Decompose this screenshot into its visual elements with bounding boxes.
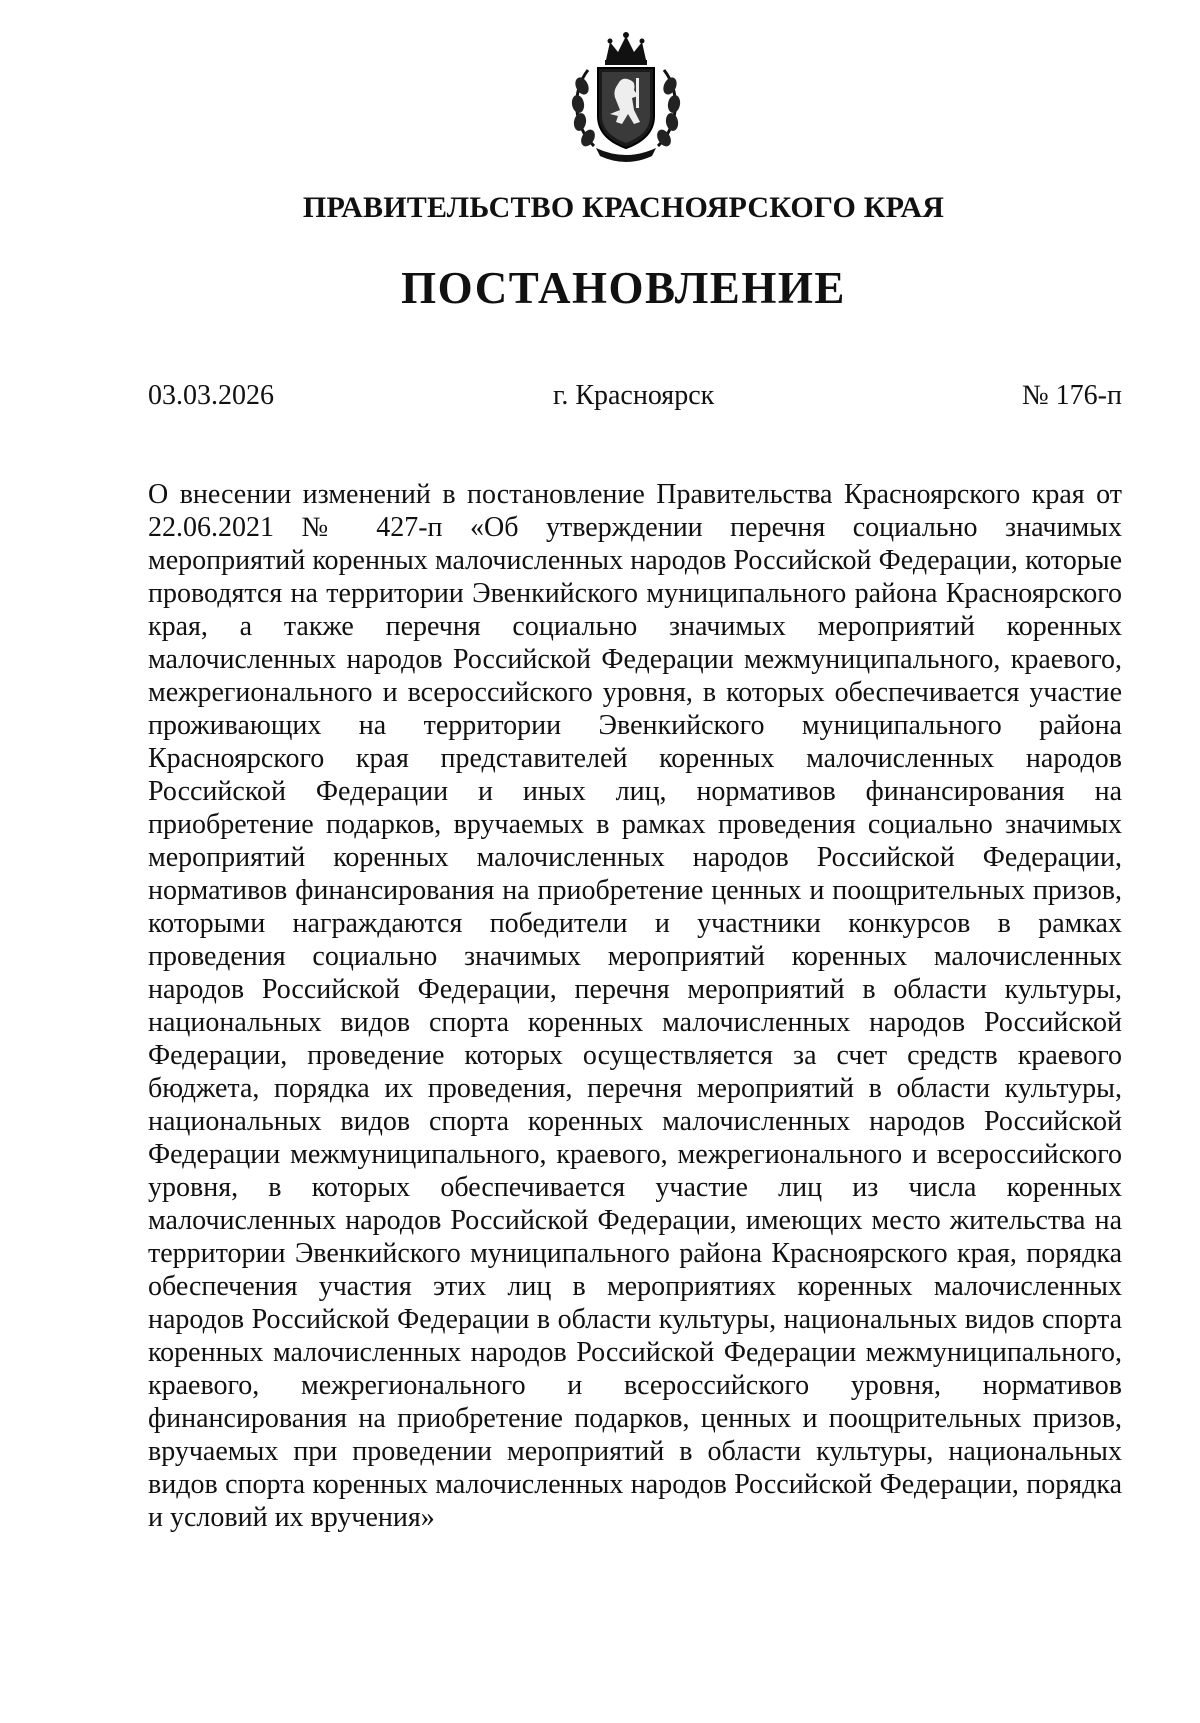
document-date: 03.03.2026 bbox=[148, 380, 274, 411]
document-type-title: ПОСТАНОВЛЕНИЕ bbox=[401, 263, 846, 313]
issuing-authority: ПРАВИТЕЛЬСТВО КРАСНОЯРСКОГО КРАЯ bbox=[302, 191, 945, 224]
document-number: № 176-п bbox=[1021, 380, 1122, 411]
document-place: г. Красноярск bbox=[553, 380, 715, 411]
document-subject: О внесении изменений в постановление Правительства Красноярского края от 22.06.2021 № 427-п «Об утверждении перечня социально значимых мероприятий коренных малочисленных народов Российской Федерации, которые проводятся на территории Эвенкийского муниципального района Красноярского края, а также перечня социально значимых мероприятий коренных малочисленных народов Российской Федерации межмуниципального, краевого, межрегионального и всероссийского уровня, в которых обеспечивается участие проживающих на территории Эвенкийского муниципального района Красноярского края представителей коренных малочисленных народов Российской Федерации и иных лиц, нормативов финансирования на приобретение подарков, вручаемых в рамках проведения социально значимых мероприятий коренных малочисленных народов Российской Федерации, нормативов финансирования на приобретение ценных и поощрительных призов, которыми награждаются победители и участники конкурсов в рамках проведения социально значимых мероприятий коренных малочисленных народов Российской Федерации, перечня мероприятий в области культуры, национальных видов спорта коренных малочисленных народов Российской Федерации, проведение которых осуществляется за счет средств краевого бюджета, порядка их проведения, перечня мероприятий в области культуры, национальных видов спорта коренных малочисленных народов Российской Федерации межмуниципального, краевого, межрегионального и всероссийского уровня, в которых обеспечивается участие лиц из числа коренных малочисленных народов Российской Федерации, имеющих место жительства на территории Эвенкийского муниципального района Красноярского края, порядка обеспечения участия этих лиц в мероприятиях коренных малочисленных народов Российской Федерации в области культуры, национальных видов спорта коренных малочисленных народов Российской Федерации межмуниципального, краевого, межрегионального и всероссийского уровня, нормативов финансирования на приобретение подарков, ценных и поощрительных призов, вручаемых при проведении мероприятий в области культуры, национальных видов спорта коренных малочисленных народов Российской Федерации, порядка и условий их вручения» bbox=[148, 479, 1122, 1533]
krasnoyarsk-krai-coat-of-arms-icon bbox=[566, 30, 686, 162]
